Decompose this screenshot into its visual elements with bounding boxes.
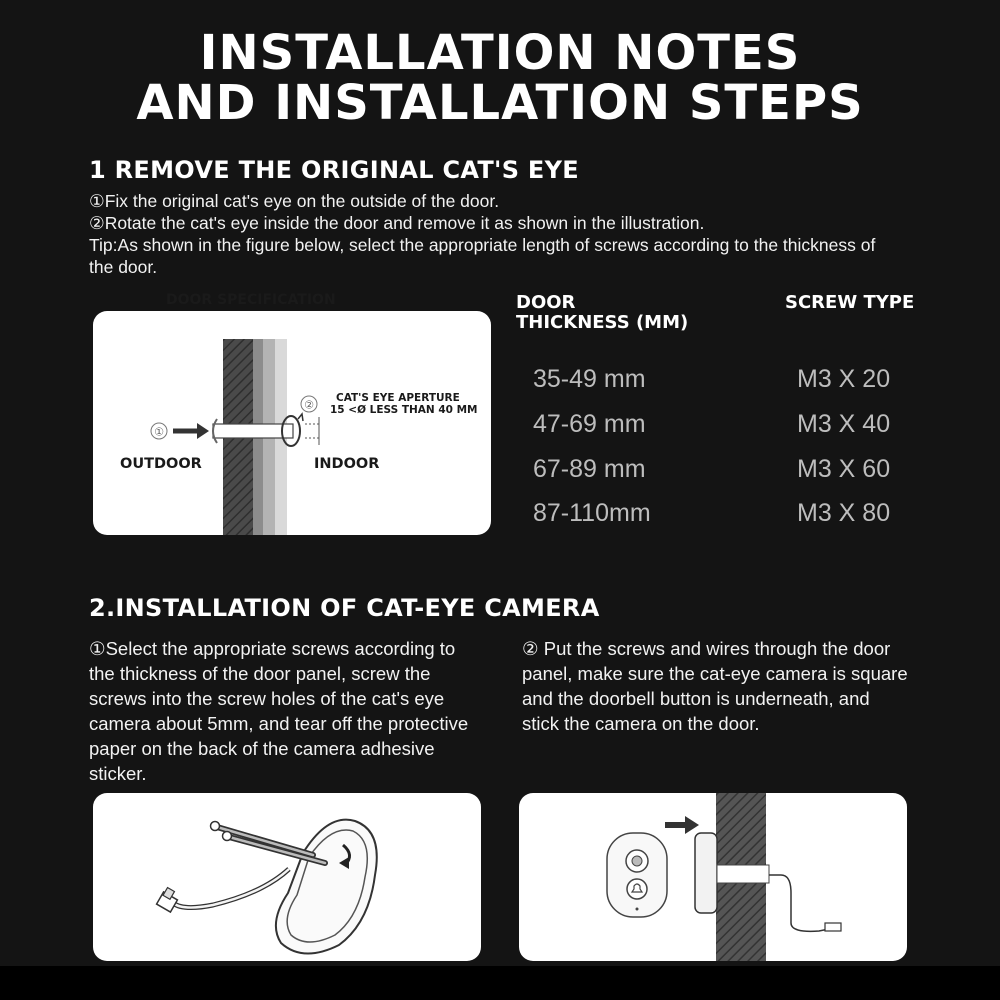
mounted-camera-side	[695, 833, 717, 913]
thickness-cell: 87-110mm	[533, 499, 651, 527]
thickness-header	[516, 293, 688, 333]
section2-left-text	[89, 636, 489, 786]
screw-camera-illustration	[93, 793, 481, 961]
step1-marker: ①	[154, 425, 164, 439]
outdoor-label: OUTDOOR	[120, 456, 202, 472]
section2-right-line: ② Put the screws and wires through the door	[522, 638, 891, 659]
section1-text	[89, 190, 969, 278]
screw-type-header: SCREW TYPE	[785, 292, 915, 313]
section2-left-line: ①Select the appropriate screws according to	[89, 638, 456, 659]
section2-left-line: camera about 5mm, and tear off the protective	[89, 713, 469, 734]
screw-cell: M3 X 60	[797, 455, 891, 483]
section2-right-text	[522, 636, 942, 736]
door-diagram	[93, 311, 491, 535]
aperture-range-label: 15 <Ø LESS THAN 40 MM	[330, 404, 478, 416]
camera-door-panel	[519, 793, 907, 961]
title-line-2: AND INSTALLATION STEPS	[136, 75, 864, 131]
screw-cell: M3 X 20	[797, 365, 891, 393]
screw-camera-panel	[93, 793, 481, 961]
thickness-cell: 35-49 mm	[533, 365, 646, 393]
section2-heading: 2.INSTALLATION OF CAT-EYE CAMERA	[89, 594, 600, 622]
aperture-label: CAT'S EYE APERTURE	[336, 392, 460, 404]
thickness-cell: 67-89 mm	[533, 455, 646, 483]
thickness-header-line: THICKNESS (MM)	[516, 312, 689, 333]
section1-heading: 1 REMOVE THE ORIGINAL CAT'S EYE	[89, 156, 580, 184]
section2-left-line: sticker.	[89, 763, 147, 784]
door-spec-label: DOOR SPECIFICATION	[166, 292, 336, 308]
section1-line: ②Rotate the cat's eye inside the door and remove it as shown in the illustration.	[89, 213, 705, 233]
section1-line: Tip:As shown in the figure below, select the appropriate length of screws according to the thickness of	[89, 235, 876, 255]
section2-right-line: panel, make sure the cat-eye camera is square	[522, 663, 908, 684]
door-diagram-panel	[93, 311, 491, 535]
section2-left-line: the thickness of the door panel, screw the	[89, 663, 431, 684]
page-title	[0, 25, 1000, 131]
section1-line: the door.	[89, 257, 158, 277]
camera-cable	[769, 875, 829, 931]
section2-left-line: screws into the screw holes of the cat's eye	[89, 688, 445, 709]
step2-marker: ②	[304, 398, 314, 412]
section2-left-line: paper on the back of the camera adhesive	[89, 738, 435, 759]
thickness-cell: 47-69 mm	[533, 410, 646, 438]
camera-back-icon	[276, 820, 377, 954]
screw-cell: M3 X 40	[797, 410, 891, 438]
section2-right-line: and the doorbell button is underneath, and	[522, 688, 870, 709]
thickness-header-line: DOOR	[516, 292, 576, 313]
section2-right-line: stick the camera on the door.	[522, 713, 760, 734]
doorbell-button-icon	[627, 879, 647, 899]
camera-cable	[173, 869, 289, 908]
indoor-label: INDOOR	[314, 456, 380, 472]
cable-plug-icon	[825, 923, 841, 931]
screw-cell: M3 X 80	[797, 499, 891, 527]
camera-door-illustration	[519, 793, 907, 961]
section1-line: ①Fix the original cat's eye on the outside of the door.	[89, 191, 500, 211]
bottom-band	[0, 966, 1000, 1000]
title-line-1: INSTALLATION NOTES	[199, 25, 801, 81]
camera-front-icon	[607, 833, 667, 917]
